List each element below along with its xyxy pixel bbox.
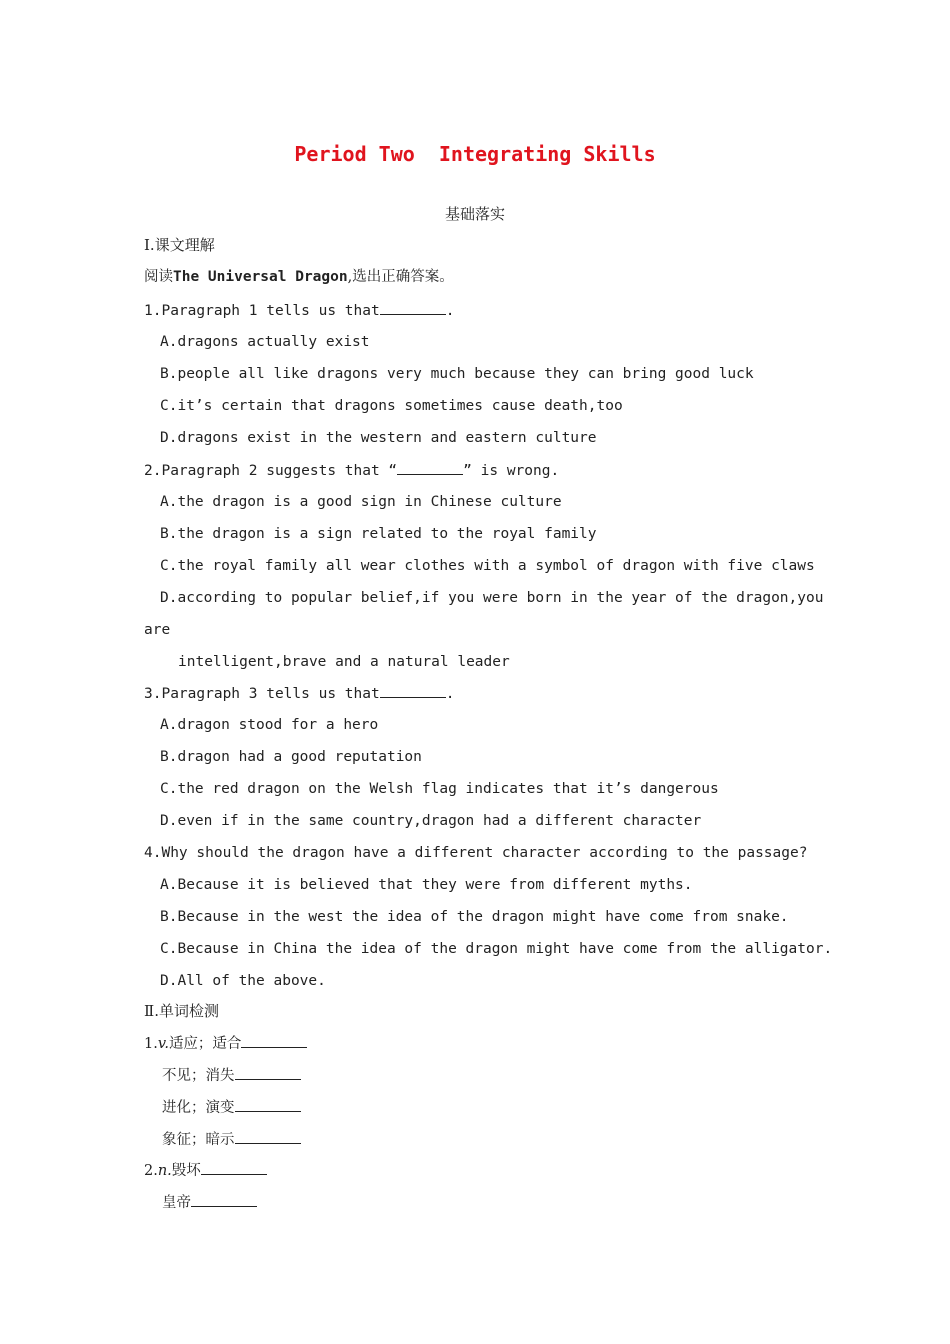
vocab-item: 1.v.适应；适合 — [144, 1033, 810, 1053]
vocab-item: 进化；演变 — [162, 1097, 810, 1117]
answer-blank — [235, 1129, 301, 1144]
question-4-option-d: D.All of the above. — [160, 973, 326, 989]
question-2-option-d-continued: intelligent,brave and a natural leader — [178, 654, 510, 670]
question-3-option-a: A.dragon stood for a hero — [160, 717, 379, 733]
question-2-option-d-wrap: are — [144, 622, 171, 638]
question-4-option-c: C.Because in China the idea of the dragon might have come from the alligator. — [160, 941, 833, 957]
section1-instruction: 阅读The Universal Dragon,选出正确答案。 — [144, 269, 454, 285]
question-1-option-d: D.dragons exist in the western and eastern culture — [160, 430, 597, 446]
section1-heading: Ⅰ.课文理解 — [144, 236, 215, 254]
answer-blank — [397, 460, 463, 475]
question-4-stem: 4.Why should the dragon have a different character according to the passage? — [144, 845, 808, 861]
question-3-option-d: D.even if in the same country,dragon had a different character — [160, 813, 702, 829]
page-title: Period Two Integrating Skills — [294, 142, 656, 166]
vocab-item: 不见；消失 — [162, 1065, 810, 1085]
question-2-option-c: C.the royal family all wear clothes with a symbol of dragon with five claws — [160, 558, 815, 574]
answer-blank — [235, 1097, 301, 1112]
vocab-item: 象征；暗示 — [162, 1129, 810, 1149]
question-3-option-b: B.dragon had a good reputation — [160, 749, 422, 765]
question-1-stem: 1.Paragraph 1 tells us that . — [144, 300, 810, 320]
vocab-item: 2.n.毁坏 — [144, 1160, 810, 1180]
section2-heading: Ⅱ.单词检测 — [144, 1002, 219, 1020]
answer-blank — [201, 1160, 267, 1175]
vocab-item: 皇帝 — [162, 1192, 810, 1212]
question-4-option-a: A.Because it is believed that they were from different myths. — [160, 877, 693, 893]
answer-blank — [380, 683, 446, 698]
question-1-option-c: C.it’s certain that dragons sometimes cause death,too — [160, 398, 623, 414]
question-2-option-d: D.according to popular belief,if you were born in the year of the dragon,you — [160, 590, 824, 606]
answer-blank — [241, 1033, 307, 1048]
question-3-option-c: C.the red dragon on the Welsh flag indicates that it’s dangerous — [160, 781, 719, 797]
answer-blank — [235, 1065, 301, 1080]
question-1-option-a: A.dragons actually exist — [160, 334, 370, 350]
question-2-option-b: B.the dragon is a sign related to the royal family — [160, 526, 597, 542]
answer-blank — [380, 300, 446, 315]
question-2-stem: 2.Paragraph 2 suggests that “ ” is wrong. — [144, 460, 810, 480]
question-3-stem: 3.Paragraph 3 tells us that . — [144, 683, 810, 703]
answer-blank — [191, 1192, 257, 1207]
question-4-option-b: B.Because in the west the idea of the dragon might have come from snake. — [160, 909, 789, 925]
question-1-option-b: B.people all like dragons very much because they can bring good luck — [160, 366, 754, 382]
question-2-option-a: A.the dragon is a good sign in Chinese culture — [160, 494, 562, 510]
page-subtitle: 基础落实 — [444, 205, 505, 223]
